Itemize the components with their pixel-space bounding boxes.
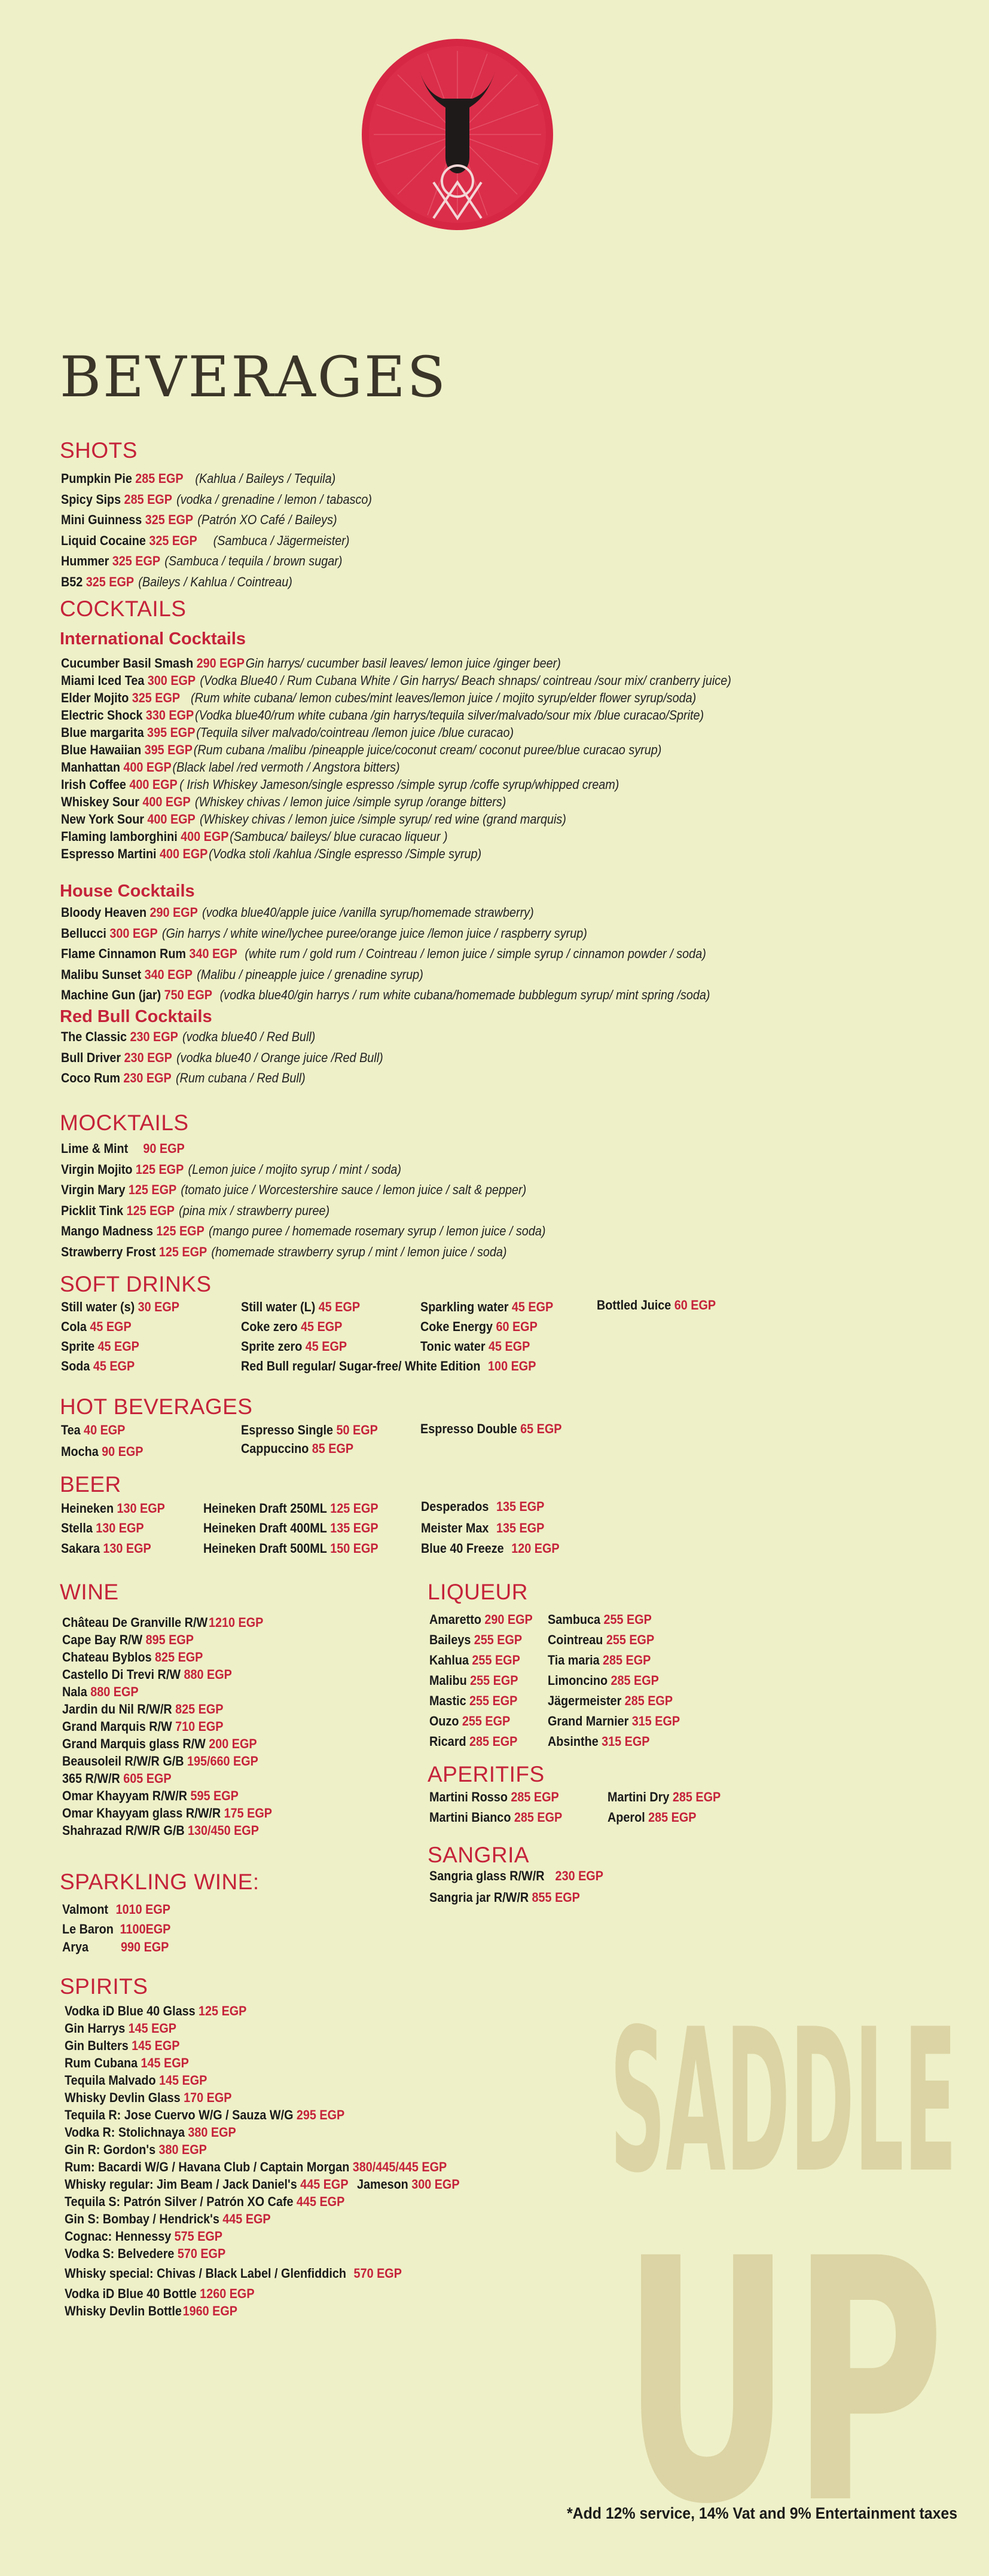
list-item: Sambuca 255 EGP	[548, 1612, 652, 1627]
list-item: Absinthe 315 EGP	[548, 1734, 650, 1749]
list-item: Omar Khayyam glass R/W/R 175 EGP	[62, 1806, 272, 1821]
list-item: B52 325 EGP (Baileys / Kahlua / Cointreau)	[61, 574, 292, 589]
list-item: Espresso Double 65 EGP	[420, 1421, 562, 1436]
list-item: Whisky regular: Jim Beam / Jack Daniel's 445 EGP Jameson 300 EGP	[65, 2177, 460, 2192]
list-item: Vodka iD Blue 40 Glass 125 EGP	[65, 2003, 247, 2018]
list-item: Rum: Bacardi W/G / Havana Club / Captain Morgan 380/445/445 EGP	[65, 2159, 447, 2174]
red-bull-cocktails-list	[61, 1027, 419, 1089]
list-item: Shahrazad R/W/R G/B 130/450 EGP	[62, 1823, 259, 1838]
spirits-heading: SPIRITS	[60, 1974, 148, 1999]
list-item: Malibu Sunset 340 EGP (Malibu / pineapple juice / grenadine syrup)	[61, 966, 423, 982]
list-item: Miami Iced Tea 300 EGP (Vodka Blue40 / Rum Cubana White / Gin harrys/ Beach shnaps/ cointreau /sour mix/ cranberry juice)	[61, 673, 731, 688]
list-item: Whiskey Sour 400 EGP (Whiskey chivas / lemon juice /simple syrup /orange bitters)	[61, 794, 506, 809]
list-item: Tonic water 45 EGP	[420, 1339, 530, 1354]
list-item: Sprite zero 45 EGP	[241, 1339, 347, 1354]
list-item: Sangria jar R/W/R 855 EGP	[429, 1890, 580, 1905]
red-bull-cocktails-heading: Red Bull Cocktails	[60, 1007, 212, 1026]
list-item: Gin R: Gordon's 380 EGP	[65, 2142, 207, 2157]
list-item: Bellucci 300 EGP (Gin harrys / white wine/lychee puree/orange juice /lemon juice / raspberry syrup)	[61, 925, 587, 941]
wine-heading: WINE	[60, 1580, 119, 1604]
list-item: Château De Granville R/W1210 EGP	[62, 1615, 264, 1630]
list-item: Manhattan 400 EGP(Black label /red vermoth / Angstora bitters)	[61, 760, 400, 775]
list-item: Castello Di Trevi R/W 880 EGP	[62, 1667, 232, 1682]
beer-heading: BEER	[60, 1472, 121, 1497]
list-item: Lime & Mint 90 EGP	[61, 1141, 185, 1156]
list-item: Arya 990 EGP	[62, 1939, 169, 1954]
list-item: The Classic 230 EGP (vodka blue40 / Red Bull)	[61, 1029, 316, 1044]
list-item: Malibu 255 EGP	[429, 1673, 518, 1688]
list-item: Mini Guinness 325 EGP (Patrón XO Café / Baileys)	[61, 512, 337, 527]
list-item: Valmont 1010 EGP	[62, 1902, 170, 1917]
list-item: Cappuccino 85 EGP	[241, 1441, 354, 1456]
list-item: Amaretto 290 EGP	[429, 1612, 533, 1627]
list-item: Hummer 325 EGP (Sambuca / tequila / brown sugar)	[61, 553, 343, 568]
list-item: Whisky special: Chivas / Black Label / Glenfiddich 570 EGP	[65, 2266, 402, 2281]
list-item: Espresso Single 50 EGP	[241, 1422, 378, 1437]
svg-text:UP: UP	[622, 2188, 945, 2576]
list-item: Heineken 130 EGP	[61, 1501, 165, 1516]
list-item: Cucumber Basil Smash 290 EGPGin harrys/ cucumber basil leaves/ lemon juice /ginger beer)	[61, 656, 561, 671]
list-item: Coke Energy 60 EGP	[420, 1319, 538, 1334]
list-item: Blue margarita 395 EGP(Tequila silver malvado/cointreau /lemon juice /blue curacao)	[61, 725, 514, 740]
list-item: Tea 40 EGP	[61, 1422, 126, 1437]
list-item: Liquid Cocaine 325 EGP (Sambuca / Jägermeister)	[61, 533, 350, 548]
list-item: Baileys 255 EGP	[429, 1632, 523, 1647]
list-item: Tequila S: Patrón Silver / Patrón XO Cafe 445 EGP	[65, 2194, 345, 2209]
list-item: Mocha 90 EGP	[61, 1444, 144, 1459]
list-item: 365 R/W/R 605 EGP	[62, 1771, 172, 1786]
list-item: Limoncino 285 EGP	[548, 1673, 659, 1688]
list-item: Desperados 135 EGP	[421, 1499, 545, 1514]
list-item: Pumpkin Pie 285 EGP (Kahlua / Baileys / Tequila)	[61, 471, 336, 486]
list-item: Electric Shock 330 EGP(Vodka blue40/rum white cubana /gin harrys/tequila silver/malvado/sour mix /blue curacao/Sprite)	[61, 708, 704, 723]
list-item: Sparkling water 45 EGP	[420, 1299, 554, 1314]
list-item: Sprite 45 EGP	[61, 1339, 139, 1354]
list-item: Omar Khayyam R/W/R 595 EGP	[62, 1788, 239, 1803]
list-item: Martini Bianco 285 EGP	[429, 1810, 563, 1825]
list-item: Nala 880 EGP	[62, 1684, 139, 1699]
svg-text:SADDLE: SADDLE	[610, 1987, 957, 2216]
list-item: Tequila Malvado 145 EGP	[65, 2073, 207, 2088]
shots-heading: SHOTS	[60, 438, 138, 463]
list-item: Grand Marnier 315 EGP	[548, 1714, 680, 1728]
list-item: Flaming lamborghini 400 EGP(Sambuca/ baileys/ blue curacao liqueur )	[61, 829, 448, 844]
list-item: Kahlua 255 EGP	[429, 1653, 520, 1668]
international-cocktails-heading: International Cocktails	[60, 629, 246, 648]
list-item: Grand Marquis glass R/W 200 EGP	[62, 1736, 257, 1751]
list-item: Virgin Mary 125 EGP (tomato juice / Worcestershire sauce / lemon juice / salt & pepper)	[61, 1182, 527, 1197]
list-item: Meister Max 135 EGP	[421, 1520, 545, 1535]
list-item: Jardin du Nil R/W/R 825 EGP	[62, 1702, 224, 1717]
aperitifs-heading: APERITIFS	[428, 1762, 545, 1786]
list-item: Still water (L) 45 EGP	[241, 1299, 361, 1314]
list-item: Bloody Heaven 290 EGP (vodka blue40/apple juice /vanilla syrup/homemade strawberry)	[61, 905, 534, 920]
list-item: Martini Rosso 285 EGP	[429, 1789, 559, 1804]
list-item: Picklit Tink 125 EGP (pina mix / strawberry puree)	[61, 1203, 330, 1218]
list-item: New York Sour 400 EGP (Whiskey chivas / lemon juice /simple syrup/ red wine (grand marquis)	[61, 812, 566, 827]
list-item: Chateau Byblos 825 EGP	[62, 1650, 203, 1665]
spirits-list	[65, 2002, 503, 2320]
international-cocktails-list	[61, 654, 805, 862]
list-item: Bull Driver 230 EGP (vodka blue40 / Orange juice /Red Bull)	[61, 1050, 383, 1065]
list-item: Heineken Draft 400ML 135 EGP	[203, 1520, 378, 1535]
list-item: Gin S: Bombay / Hendrick's 445 EGP	[65, 2211, 271, 2226]
list-item: Ricard 285 EGP	[429, 1734, 518, 1749]
list-item: Heineken Draft 500ML 150 EGP	[203, 1541, 378, 1556]
list-item: Vodka S: Belvedere 570 EGP	[65, 2246, 226, 2261]
list-item: Cape Bay R/W 895 EGP	[62, 1632, 194, 1647]
sangria-heading: SANGRIA	[428, 1843, 530, 1867]
list-item: Aperol 285 EGP	[608, 1810, 697, 1825]
list-item: Gin Harrys 145 EGP	[65, 2021, 177, 2036]
page-title: BEVERAGES	[60, 345, 447, 410]
list-item: Gin Bulters 145 EGP	[65, 2038, 180, 2053]
house-cocktails-list	[61, 902, 782, 1006]
wine-list	[62, 1614, 295, 1839]
list-item: Vodka R: Stolichnaya 380 EGP	[65, 2125, 236, 2140]
liqueur-heading: LIQUEUR	[428, 1580, 528, 1604]
list-item: Cola 45 EGP	[61, 1319, 132, 1334]
shots-list	[61, 469, 407, 592]
bull-logo-icon	[362, 39, 553, 230]
list-item: Coke zero 45 EGP	[241, 1319, 343, 1334]
list-item: Machine Gun (jar) 750 EGP (vodka blue40/gin harrys / rum white cubana/homemade bubblegum syrup/ mint spring /soda)	[61, 987, 710, 1002]
list-item: Martini Dry 285 EGP	[608, 1789, 721, 1804]
list-item: Sangria glass R/W/R 230 EGP	[429, 1868, 603, 1883]
list-item: Soda 45 EGP	[61, 1359, 135, 1373]
list-item: Tia maria 285 EGP	[548, 1653, 651, 1668]
list-item: Blue Hawaiian 395 EGP(Rum cubana /malibu /pineapple juice/coconut cream/ coconut puree/blue curacao syrup)	[61, 742, 662, 757]
list-item: Stella 130 EGP	[61, 1520, 144, 1535]
list-item: Elder Mojito 325 EGP (Rum white cubana/ lemon cubes/mint leaves/lemon juice / mojito syrup/elder flower syrup/soda)	[61, 690, 697, 705]
list-item: Ouzo 255 EGP	[429, 1714, 511, 1728]
list-item: Red Bull regular/ Sugar-free/ White Edition 100 EGP	[241, 1359, 536, 1373]
list-item: Spicy Sips 285 EGP (vodka / grenadine / lemon / tabasco)	[61, 491, 373, 507]
list-item: Flame Cinnamon Rum 340 EGP (white rum / gold rum / Cointreau / lemon juice / simple syrup / cinnamon powder / soda)	[61, 946, 706, 961]
list-item: Tequila R: Jose Cuervo W/G / Sauza W/G 295 EGP	[65, 2107, 345, 2122]
list-item: Cointreau 255 EGP	[548, 1632, 655, 1647]
list-item: Blue 40 Freeze 120 EGP	[421, 1541, 560, 1556]
house-cocktails-heading: House Cocktails	[60, 882, 195, 901]
soft-drinks-heading: SOFT DRINKS	[60, 1272, 212, 1296]
list-item: Grand Marquis R/W 710 EGP	[62, 1719, 224, 1734]
list-item: Whisky Devlin Bottle1960 EGP	[65, 2303, 237, 2318]
list-item: Coco Rum 230 EGP (Rum cubana / Red Bull)	[61, 1070, 306, 1085]
list-item: Le Baron 1100EGP	[62, 1922, 171, 1936]
tax-footnote: *Add 12% service, 14% Vat and 9% Entertainment taxes	[567, 2504, 958, 2522]
list-item: Virgin Mojito 125 EGP (Lemon juice / mojito syrup / mint / soda)	[61, 1161, 402, 1177]
list-item: Jägermeister 285 EGP	[548, 1693, 673, 1708]
list-item: Cognac: Hennessy 575 EGP	[65, 2229, 223, 2244]
hot-beverages-heading: HOT BEVERAGES	[60, 1394, 253, 1419]
sparkling-wine-heading: SPARKLING WINE:	[60, 1870, 260, 1894]
mocktails-heading: MOCKTAILS	[60, 1110, 189, 1135]
list-item: Espresso Martini 400 EGP(Vodka stoli /kahlua /Single espresso /Simple syrup)	[61, 846, 482, 861]
cocktails-heading: COCKTAILS	[60, 596, 187, 621]
list-item: Bottled Juice 60 EGP	[597, 1298, 716, 1313]
list-item: Sakara 130 EGP	[61, 1541, 151, 1556]
list-item: Mango Madness 125 EGP (mango puree / homemade rosemary syrup / lemon juice / soda)	[61, 1223, 546, 1238]
mocktails-list	[61, 1139, 600, 1262]
list-item: Still water (s) 30 EGP	[61, 1299, 179, 1314]
list-item: Heineken Draft 250ML 125 EGP	[203, 1501, 378, 1516]
list-item: Vodka iD Blue 40 Bottle 1260 EGP	[65, 2286, 255, 2301]
list-item: Strawberry Frost 125 EGP (homemade strawberry syrup / mint / lemon juice / soda)	[61, 1244, 507, 1259]
list-item: Mastic 255 EGP	[429, 1693, 518, 1708]
list-item: Irish Coffee 400 EGP ( Irish Whiskey Jameson/single espresso /simple syrup /coffe syrup/whipped cream)	[61, 777, 619, 792]
list-item: Rum Cubana 145 EGP	[65, 2055, 189, 2070]
list-item: Beausoleil R/W/R G/B 195/660 EGP	[62, 1754, 258, 1769]
list-item: Whisky Devlin Glass 170 EGP	[65, 2090, 232, 2105]
